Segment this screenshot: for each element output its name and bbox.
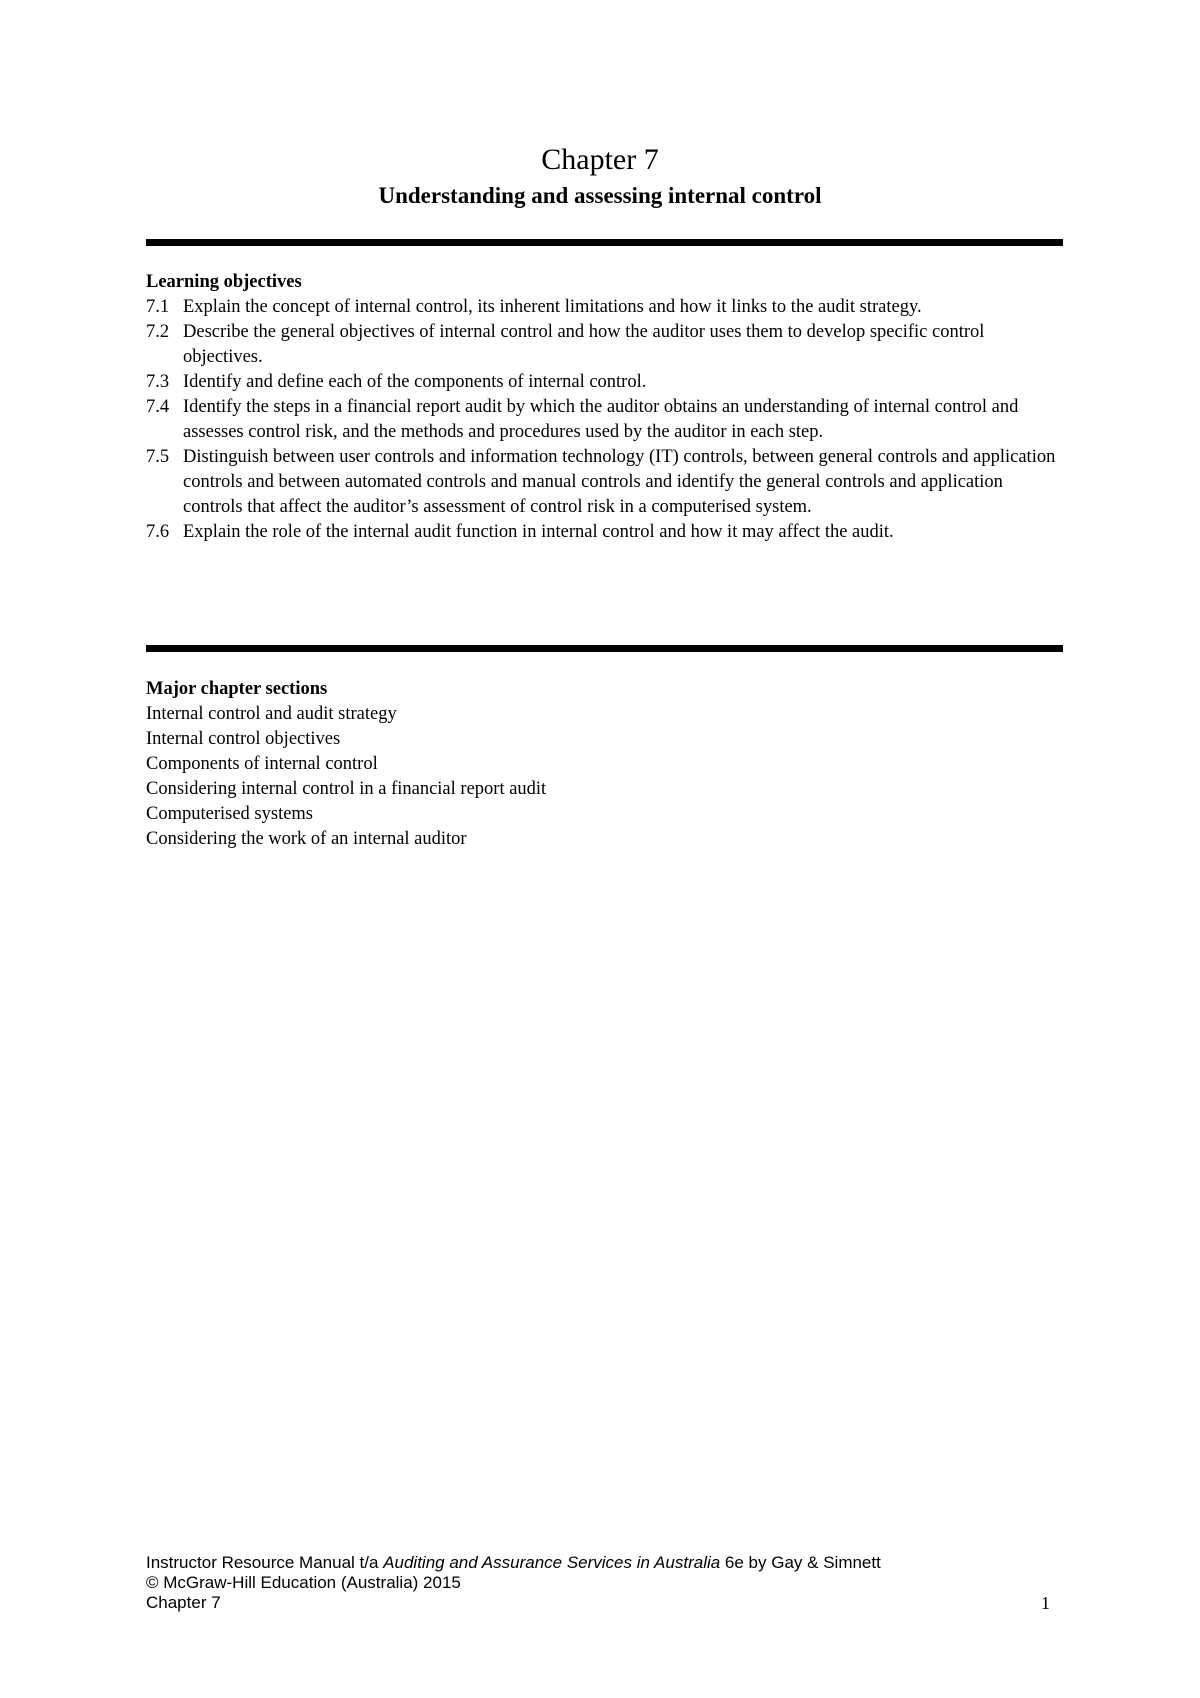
top-divider [146, 239, 1063, 246]
section-item: Computerised systems [146, 804, 314, 824]
footer-bottom-row [146, 1593, 1050, 1613]
learning-objectives-list [146, 295, 1063, 545]
objective-text: Identify and define each of the components of internal control. [183, 372, 647, 392]
footer-copyright: © McGraw-Hill Education (Australia) 2015 [146, 1573, 461, 1592]
learning-objectives-section [146, 270, 1063, 545]
major-sections-section [146, 677, 1063, 852]
chapter-subtitle: Understanding and assessing internal control [378, 183, 822, 208]
page-footer [146, 1553, 1050, 1613]
footer-citation-prefix: Instructor Resource Manual t/a [146, 1553, 384, 1572]
chapter-title: Chapter 7 [541, 143, 659, 176]
objective-text: Explain the role of the internal audit function in internal control and how it may affect the audit. [183, 522, 894, 542]
footer-chapter: Chapter 7 [146, 1593, 221, 1612]
footer-citation-suffix: 6e by Gay & Simnett [720, 1553, 881, 1572]
major-sections-heading: Major chapter sections [146, 679, 328, 699]
major-sections-list [146, 702, 1063, 852]
objective-item [146, 395, 1063, 445]
objective-item [146, 445, 1063, 520]
objective-number: 7.3 [146, 372, 170, 392]
objective-text: Distinguish between user controls and information technology (IT) controls, between general controls and application controls and between automated controls and manual controls and identify the general controls and application controls that affect the auditor’s assessment of control risk in a computerised system. [183, 447, 1056, 517]
objective-number: 7.4 [146, 397, 170, 417]
section-item: Considering the work of an internal auditor [146, 829, 467, 849]
objective-item [146, 295, 1063, 320]
learning-objectives-heading: Learning objectives [146, 272, 302, 292]
section-item: Components of internal control [146, 754, 378, 774]
objective-number: 7.5 [146, 447, 170, 467]
objective-item [146, 520, 1063, 545]
objective-item [146, 320, 1063, 370]
objective-text: Identify the steps in a financial report audit by which the auditor obtains an understanding of internal control and assesses control risk, and the methods and procedures used by the auditor in each step. [183, 397, 1019, 442]
page-number: 1 [1041, 1593, 1050, 1613]
objective-number: 7.2 [146, 322, 170, 342]
footer-citation [146, 1553, 1050, 1573]
section-item: Internal control and audit strategy [146, 704, 397, 724]
middle-divider [146, 645, 1063, 652]
objective-number: 7.6 [146, 522, 170, 542]
objective-text: Describe the general objectives of internal control and how the auditor uses them to develop specific control objectives. [183, 322, 985, 367]
footer-book-title: Auditing and Assurance Services in Australia [383, 1553, 721, 1572]
section-item: Internal control objectives [146, 729, 341, 749]
objective-number: 7.1 [146, 297, 170, 317]
objective-item [146, 370, 1063, 395]
objective-text: Explain the concept of internal control, its inherent limitations and how it links to the audit strategy. [183, 297, 922, 317]
section-item: Considering internal control in a financial report audit [146, 779, 547, 799]
